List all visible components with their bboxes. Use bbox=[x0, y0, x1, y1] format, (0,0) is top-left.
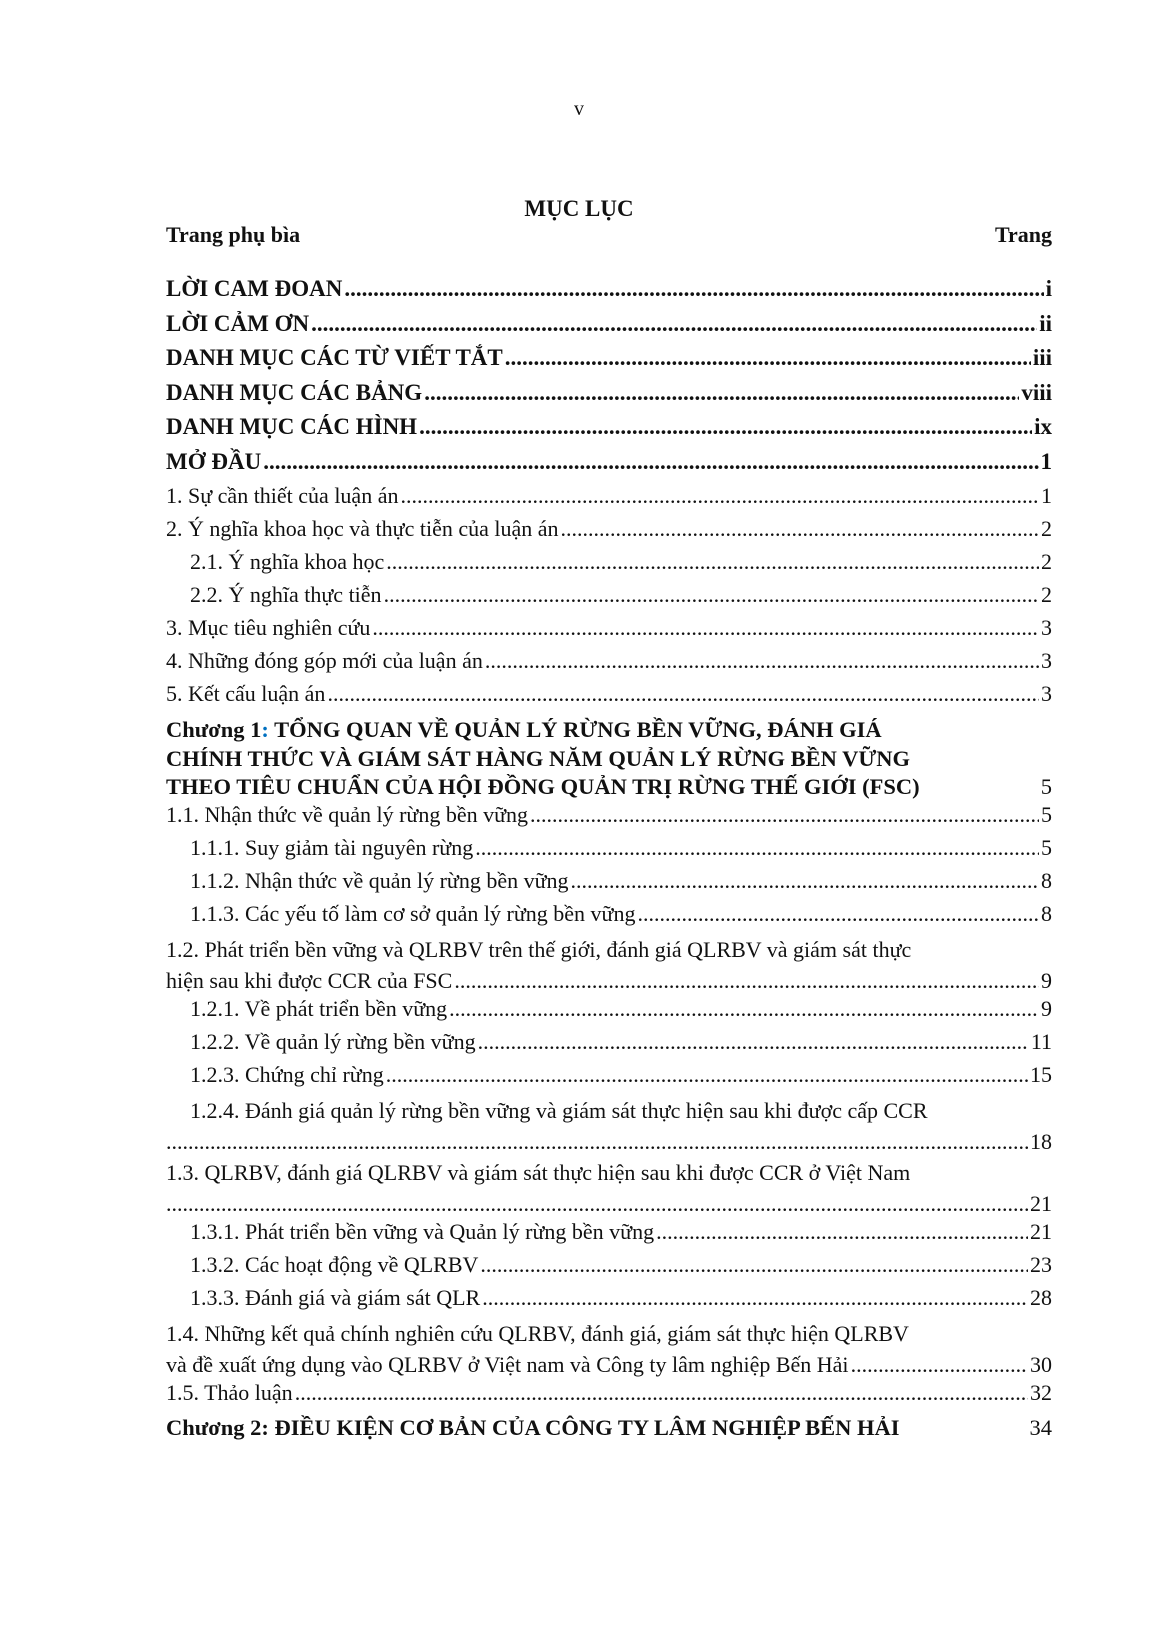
toc-entry-list-of-figures[interactable]: DANH MỤC CÁC HÌNH ..... ix bbox=[166, 414, 1052, 449]
leader-dots bbox=[386, 549, 1039, 575]
page-number: v bbox=[574, 98, 584, 120]
toc-entry-abbreviations[interactable]: DANH MỤC CÁC TỪ VIẾT TẮT ..... iii bbox=[166, 345, 1052, 380]
toc-entry-introduction[interactable]: MỞ ĐẦU ..... 1 bbox=[166, 449, 1052, 484]
leader-dots bbox=[263, 449, 1038, 475]
leader-dots bbox=[656, 1219, 1028, 1245]
toc-subentry[interactable]: 1.2.3. Chứng chỉ rừng ..... 15 bbox=[166, 1062, 1052, 1095]
toc-subentry[interactable]: 1.1.1. Suy giảm tài nguyên rừng ..... 5 bbox=[166, 835, 1052, 868]
toc-entry-multiline[interactable]: 1.3. QLRBV, đánh giá QLRBV và giám sát thực hiện sau khi được CCR ở Việt Nam ..... 21 bbox=[166, 1157, 1052, 1219]
leader-dots bbox=[480, 1252, 1028, 1278]
toc-entry[interactable]: 4. Những đóng góp mới của luận án ..... 3 bbox=[166, 648, 1052, 681]
toc-chapter-1[interactable] bbox=[166, 716, 1052, 802]
leader-dots bbox=[449, 996, 1039, 1022]
chapter-1-title-line3: THEO TIÊU CHUẨN CỦA HỘI ĐỒNG QUẢN TRỊ RỪNG THẾ GIỚI (FSC) bbox=[166, 774, 920, 799]
toc-subentry[interactable]: 2.1. Ý nghĩa khoa học ..... 2 bbox=[166, 549, 1052, 582]
leader-dots bbox=[386, 1062, 1028, 1088]
toc-entry-list-of-tables[interactable]: DANH MỤC CÁC BẢNG ..... viii bbox=[166, 380, 1052, 415]
leader-dots bbox=[400, 483, 1039, 509]
leader-dots bbox=[327, 681, 1039, 707]
toc-subentry-multiline[interactable]: 1.2.4. Đánh giá quản lý rừng bền vững và giám sát thực hiện sau khi được cấp CCR ..... 18 bbox=[166, 1095, 1052, 1157]
leader-dots bbox=[344, 276, 1043, 302]
chapter-2-title: Chương 2: ĐIỀU KIỆN CƠ BẢN CỦA CÔNG TY LÂM NGHIỆP BẾN HẢI bbox=[166, 1414, 900, 1440]
leader-dots bbox=[424, 380, 1019, 406]
leader-dots bbox=[505, 345, 1031, 371]
leader-dots bbox=[384, 582, 1039, 608]
toc-entry-multiline[interactable]: 1.2. Phát triển bền vững và QLRBV trên thế giới, đánh giá QLRBV và giám sát thực hiện sau khi được CCR của FSC ..... 9 bbox=[166, 934, 1052, 996]
toc-entry[interactable]: 1.1. Nhận thức về quản lý rừng bền vững ..... 5 bbox=[166, 802, 1052, 835]
toc-entry[interactable]: 5. Kết cấu luận án ..... 3 bbox=[166, 681, 1052, 714]
header-cover-page: Trang phụ bìa bbox=[166, 222, 301, 247]
leader-dots bbox=[295, 1380, 1028, 1406]
chapter-1-prefix: Chương 1 bbox=[166, 717, 262, 742]
leader-dots bbox=[637, 901, 1039, 927]
leader-dots bbox=[478, 1029, 1029, 1055]
toc-subentry[interactable]: 1.1.2. Nhận thức về quản lý rừng bền vững ..... 8 bbox=[166, 868, 1052, 901]
toc-entry-loi-cam-on[interactable]: LỜI CẢM ƠN ..... ii bbox=[166, 311, 1052, 346]
leader-dots bbox=[571, 868, 1039, 894]
toc-entry[interactable]: 2. Ý nghĩa khoa học và thực tiễn của luận án ..... 2 bbox=[166, 516, 1052, 549]
leader-dots bbox=[475, 835, 1039, 861]
leader-dots bbox=[482, 1285, 1028, 1311]
chapter-1-title-line1: TỔNG QUAN VỀ QUẢN LÝ RỪNG BỀN VỮNG, ĐÁNH GIÁ bbox=[268, 717, 882, 742]
toc-subentry[interactable]: 1.2.1. Về phát triển bền vững ..... 9 bbox=[166, 996, 1052, 1029]
toc-entry-multiline[interactable]: 1.4. Những kết quả chính nghiên cứu QLRBV, đánh giá, giám sát thực hiện QLRBV và đề xuất ứng dụng vào QLRBV ở Việt nam và Công ty lâm nghiệp Bến Hải ..... 30 bbox=[166, 1318, 1052, 1380]
leader-dots bbox=[561, 516, 1039, 542]
chapter-1-page: 5 bbox=[1040, 774, 1052, 799]
leader-dots bbox=[166, 1126, 1028, 1157]
toc-entry[interactable]: 1.5. Thảo luận ..... 32 bbox=[166, 1380, 1052, 1413]
toc-entry-loi-cam-doan[interactable]: LỜI CAM ĐOAN ..... i bbox=[166, 276, 1052, 311]
toc-subentry[interactable]: 1.3.1. Phát triển bền vững và Quản lý rừng bền vững ..... 21 bbox=[166, 1219, 1052, 1252]
chapter-1-colon: : bbox=[261, 717, 269, 742]
toc-title: MỤC LỤC bbox=[524, 196, 634, 221]
toc-column-header bbox=[166, 222, 1052, 254]
toc-entry[interactable]: 3. Mục tiêu nghiên cứu ..... 3 bbox=[166, 615, 1052, 648]
table-of-contents bbox=[166, 276, 1052, 1441]
leader-dots bbox=[166, 1188, 1028, 1219]
leader-dots bbox=[485, 648, 1039, 674]
leader-dots bbox=[311, 311, 1037, 337]
header-page-label: Trang bbox=[994, 222, 1052, 247]
chapter-2-page: 34 bbox=[1029, 1414, 1052, 1440]
leader-dots bbox=[851, 1349, 1028, 1380]
toc-entry[interactable]: 1. Sự cần thiết của luận án ..... 1 bbox=[166, 483, 1052, 516]
toc-subentry[interactable]: 2.2. Ý nghĩa thực tiễn ..... 2 bbox=[166, 582, 1052, 615]
leader-dots bbox=[530, 802, 1039, 828]
toc-chapter-2[interactable] bbox=[166, 1415, 1052, 1441]
chapter-1-title-line2: CHÍNH THỨC VÀ GIÁM SÁT HÀNG NĂM QUẢN LÝ RỪNG BỀN VỮNG bbox=[166, 745, 910, 771]
leader-dots bbox=[419, 414, 1032, 440]
leader-dots bbox=[372, 615, 1039, 641]
toc-subentry[interactable]: 1.1.3. Các yếu tố làm cơ sở quản lý rừng bền vững ..... 8 bbox=[166, 901, 1052, 934]
toc-subentry[interactable]: 1.3.3. Đánh giá và giám sát QLR ..... 28 bbox=[166, 1285, 1052, 1318]
toc-subentry[interactable]: 1.3.2. Các hoạt động về QLRBV ..... 23 bbox=[166, 1252, 1052, 1285]
toc-subentry[interactable]: 1.2.2. Về quản lý rừng bền vững ..... 11 bbox=[166, 1029, 1052, 1062]
leader-dots bbox=[454, 965, 1039, 996]
